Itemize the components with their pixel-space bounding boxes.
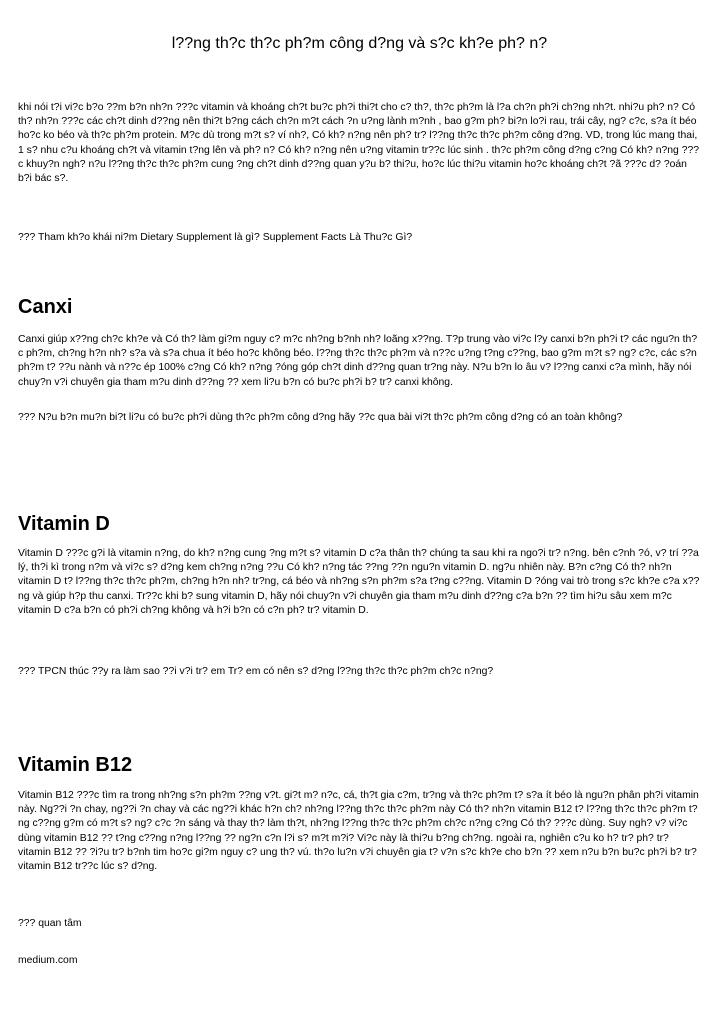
section-heading-vitamin-d: Vitamin D (18, 513, 110, 535)
reference-link-vitamin-b12[interactable]: ??? quan tâm (18, 918, 82, 929)
source-footer: medium.com (18, 955, 78, 966)
section-body-canxi: Canxi giúp x??ng ch?c kh?e và Có th? làm gi?m nguy c? m?c nh?ng b?nh nh? loãng x??ng. T?p trung vào vi?c l?y canxi b?n ph?i t? các ngu?n th?c ph?m, ch?ng h?n nh? s?a và s?a chua ít béo ho?c không béo. l??ng th?c th?c ph?m và n??c u?ng t?ng c??ng, bao g?m m?t s? ng? c?c, các s?n ph?m t? ??u nành và n??c ép 100% c?ng Có kh? n?ng ?óng góp ch?t dinh d??ng quan tr?ng này. N?u b?n lo âu v? l??ng canxi c?a mình, hãy nói chuy?n v?i chuyên gia tham m?u dinh d??ng ?? xem li?u b?n có bu?c ph?i b? tr? canxi không. (18, 334, 698, 388)
section-body-vitamin-b12: Vitamin B12 ???c tìm ra trong nh?ng s?n ph?m ??ng v?t. gi?t m? n?c, cá, th?t gia c?m, tr?ng và th?c ph?m t? s?a ít béo là ngu?n phân ph?i vitamin này. Ng??i ?n chay, ng??i ?n chay và các ng??i khác h?n ch? nh?ng l??ng th?c th?c ph?m này Có th? nh?n vitamin B12 t? l??ng th?c th?c ph?m t?ng c??ng g?m có m?t s? ng? c?c ?n sáng và thay th? làm th?t, nh?ng l??ng th?c th?c ph?m ch?c n?ng c?ng Có th? ???c dùng. Suy ngh? v? vi?c dùng vitamin B12 ?? t?ng c??ng n?ng l??ng ?? ng?n c?n l?i s? m?t m?i? Vi?c này là thi?u b?ng ch?ng. ngoài ra, nghiên c?u ko h? tr? ph? tr? vitamin B12 ?? ?i?u tr? b?nh tim ho?c gi?m nguy c? ung th? vú. th?o lu?n v?i chuyên gia t? v?n s?c kh?e cho b?n ?? xem n?u b?n bu?c ph?i b? tr? vitamin B12 tr??c lúc s? d?ng. (18, 790, 699, 873)
intro-paragraph: khi nói t?i vi?c b?o ??m b?n nh?n ???c vitamin và khoáng ch?t bu?c ph?i thi?t cho c? th?, th?c ph?m là l?a ch?n ph?i ch?ng nh?t. nhi?u ph? n? Có th? nh?n ???c các ch?t dinh d??ng nên thi?t b?ng cách ch?n m?t cách ?n u?ng lành m?nh , bao g?m ph? bi?n lo?i rau, trái cây, ng? c?c, s?a ít béo ho?c ko béo và th?c ph?m protein. M?c dù trong m?t s? ví nh?, Có kh? n?ng nên ph? tr? l??ng th?c th?c ph?m công d?ng. VD, trong lúc mang thai, 1 s? nhu c?u khoáng ch?t và vitamin t?ng lên và ph? n? Có kh? n?ng nên u?ng vitamin tr??c lúc sinh . th?c ph?m công d?ng c?ng Có kh? n?ng ???c khuy?n ngh? n?u l??ng th?c th?c ph?m cung ?ng ch?t dinh d??ng quan y?u b? thi?u, ho?c lúc thi?u vitamin ho?c khoáng ch?t ?ã ???c d? ?oán b?i bác s?. (18, 102, 700, 185)
section-heading-canxi: Canxi (18, 296, 73, 318)
section-heading-vitamin-b12: Vitamin B12 (18, 754, 133, 776)
reference-link-vitamin-d[interactable]: ??? TPCN thúc ??y ra làm sao ??i v?i tr? em Tr? em có nên s? d?ng l??ng th?c th?c ph?m ch?c n?ng? (18, 666, 494, 677)
reference-link-dietary-supplement[interactable]: ??? Tham kh?o khái ni?m Dietary Supplement là gì? Supplement Facts Là Thu?c Gì? (18, 232, 413, 243)
reference-link-canxi[interactable]: ??? N?u b?n mu?n bi?t li?u có bu?c ph?i dùng th?c ph?m công d?ng hãy ??c qua bài vi?t th?c ph?m công d?ng có an toàn không? (18, 412, 623, 423)
section-body-vitamin-d: Vitamin D ???c g?i là vitamin n?ng, do kh? n?ng cung ?ng m?t s? vitamin D c?a thân th? chúng ta sau khi ra ngo?i tr? n?ng. bên c?nh ?ó, v? trí ??a lý, th?i kì trong n?m và vi?c s? d?ng kem ch?ng n?ng ??u Có kh? n?ng tác ??ng ??n ngu?n vitamin D. ng?u nhiên này. B?n c?ng Có th? nh?n vitamin D t? l??ng th?c th?c ph?m, ch?ng h?n nh? tr?ng, cá béo và nh?ng s?n ph?m s?a t?ng c??ng. Vitamin D ?óng vai trò trong s?c kh?e c?a x??ng và giúp h?p thu canxi. Tr??c khi b? sung vitamin D, hãy nói chuy?n v?i chuyên gia tham m?u dinh d??ng c?a b?n ?? tìm hi?u sâu xem m?c vitamin D c?a b?n có ph?i ch?ng không và h?i b?n có c?n ph? tr? vitamin D. (18, 548, 700, 616)
page-title: l??ng th?c th?c ph?m công d?ng và s?c kh?e ph? n? (171, 35, 548, 52)
